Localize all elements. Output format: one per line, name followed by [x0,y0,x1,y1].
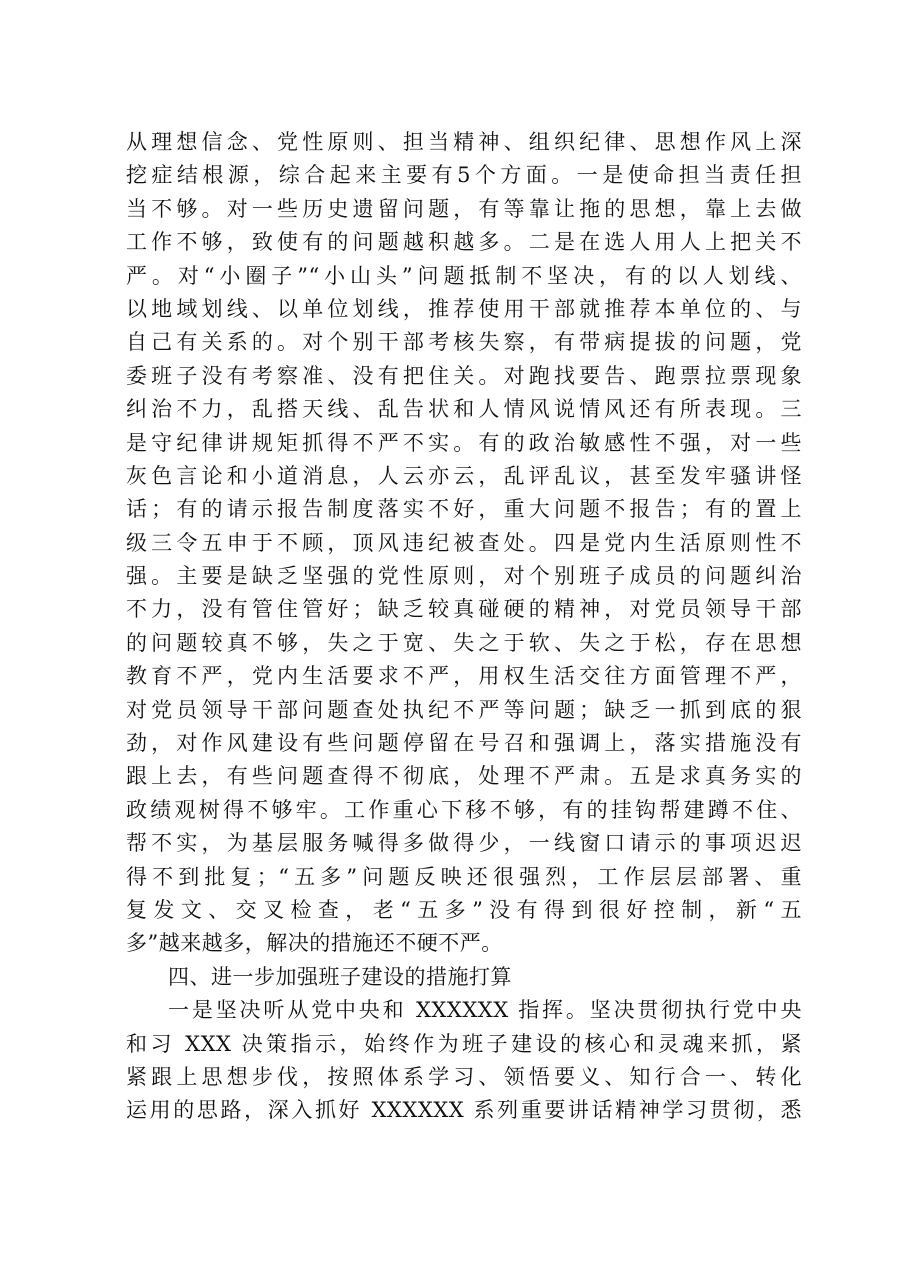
text-line: 以地域划线、以单位划线，推荐使用干部就推荐本单位的、与 [126,296,802,321]
text-line: 和习 XXX 决策指示，始终作为班子建设的核心和灵魂来抓，紧 [126,1031,802,1056]
text-line: 强。主要是缺乏坚强的党性原则，对个别班子成员的问题纠治 [126,564,802,589]
text-line: 得不到批复；“五多”问题反映还很强烈，工作层层部署、重 [126,864,802,889]
text-line: 跟上去，有些问题查得不彻底，处理不严肃。五是求真务实的 [126,764,802,789]
text-line: 灰色言论和小道消息，人云亦云，乱评乱议，甚至发牢骚讲怪 [126,463,802,488]
text-line: 劲，对作风建设有些问题停留在号召和强调上，落实措施没有 [126,731,802,756]
text-line: 紧跟上思想步伐，按照体系学习、领悟要义、知行合一、转化 [126,1064,802,1089]
text-line: 多”越来越多，解决的措施还不硬不严。 [126,931,503,956]
text-line: 的问题较真不够，失之于宽、失之于软、失之于松，存在思想 [126,630,802,655]
text-line: 复发文、交叉检查，老“五多”没有得到很好控制，新“五 [126,897,802,922]
text-line: 不力，没有管住管好；缺乏较真碰硬的精神，对党员领导干部 [126,597,802,622]
text-line: 级三令五申于不顾，顶风违纪被查处。四是党内生活原则性不 [126,530,802,555]
paragraph-measures [126,994,802,1128]
document-body [126,126,802,1128]
text-line: 从理想信念、党性原则、担当精神、组织纪律、思想作风上深 [126,130,802,154]
text-line: 纠治不力，乱搭天线、乱告状和人情风说情风还有所表现。三 [126,397,802,422]
text-line: 帮不实，为基层服务喊得多做得少，一线窗口请示的事项迟迟 [126,831,802,856]
text-line: 工作不够，致使有的问题越积越多。二是在选人用人上把关不 [126,230,802,255]
text-line: 话；有的请示报告制度落实不好，重大问题不报告；有的置上 [126,497,802,522]
text-line: 运用的思路，深入抓好 XXXXXX 系列重要讲话精神学习贯彻，悉 [126,1098,802,1123]
text-line: 一是坚决听从党中央和 XXXXXX 指挥。坚决贯彻执行党中央 [168,998,802,1023]
text-line: 委班子没有考察准、没有把住关。对跑找要告、跑票拉票现象 [126,363,802,388]
text-line: 是守纪律讲规矩抓得不严不实。有的政治敏感性不强，对一些 [126,430,802,455]
text-line: 政绩观树得不够牢。工作重心下移不够，有的挂钩帮建蹲不住、 [126,797,802,822]
text-line: 自己有关系的。对个别干部考核失察，有带病提拔的问题，党 [126,330,802,355]
text-line: 严。对“小圈子”“小山头”问题抵制不坚决，有的以人划线、 [126,263,802,288]
text-line: 当不够。对一些历史遗留问题，有等靠让拖的思想，靠上去做 [126,196,802,221]
text-line: 对党员领导干部问题查处执纪不严等问题；缺乏一抓到底的狠 [126,697,802,722]
text-line: 教育不严，党内生活要求不严，用权生活交往方面管理不严， [126,664,802,689]
section-heading: 四、进一步加强班子建设的措施打算 [168,964,512,989]
text-line: 挖症结根源，综合起来主要有5个方面。一是使命担当责任担 [126,163,802,188]
paragraph-causes [126,126,802,961]
